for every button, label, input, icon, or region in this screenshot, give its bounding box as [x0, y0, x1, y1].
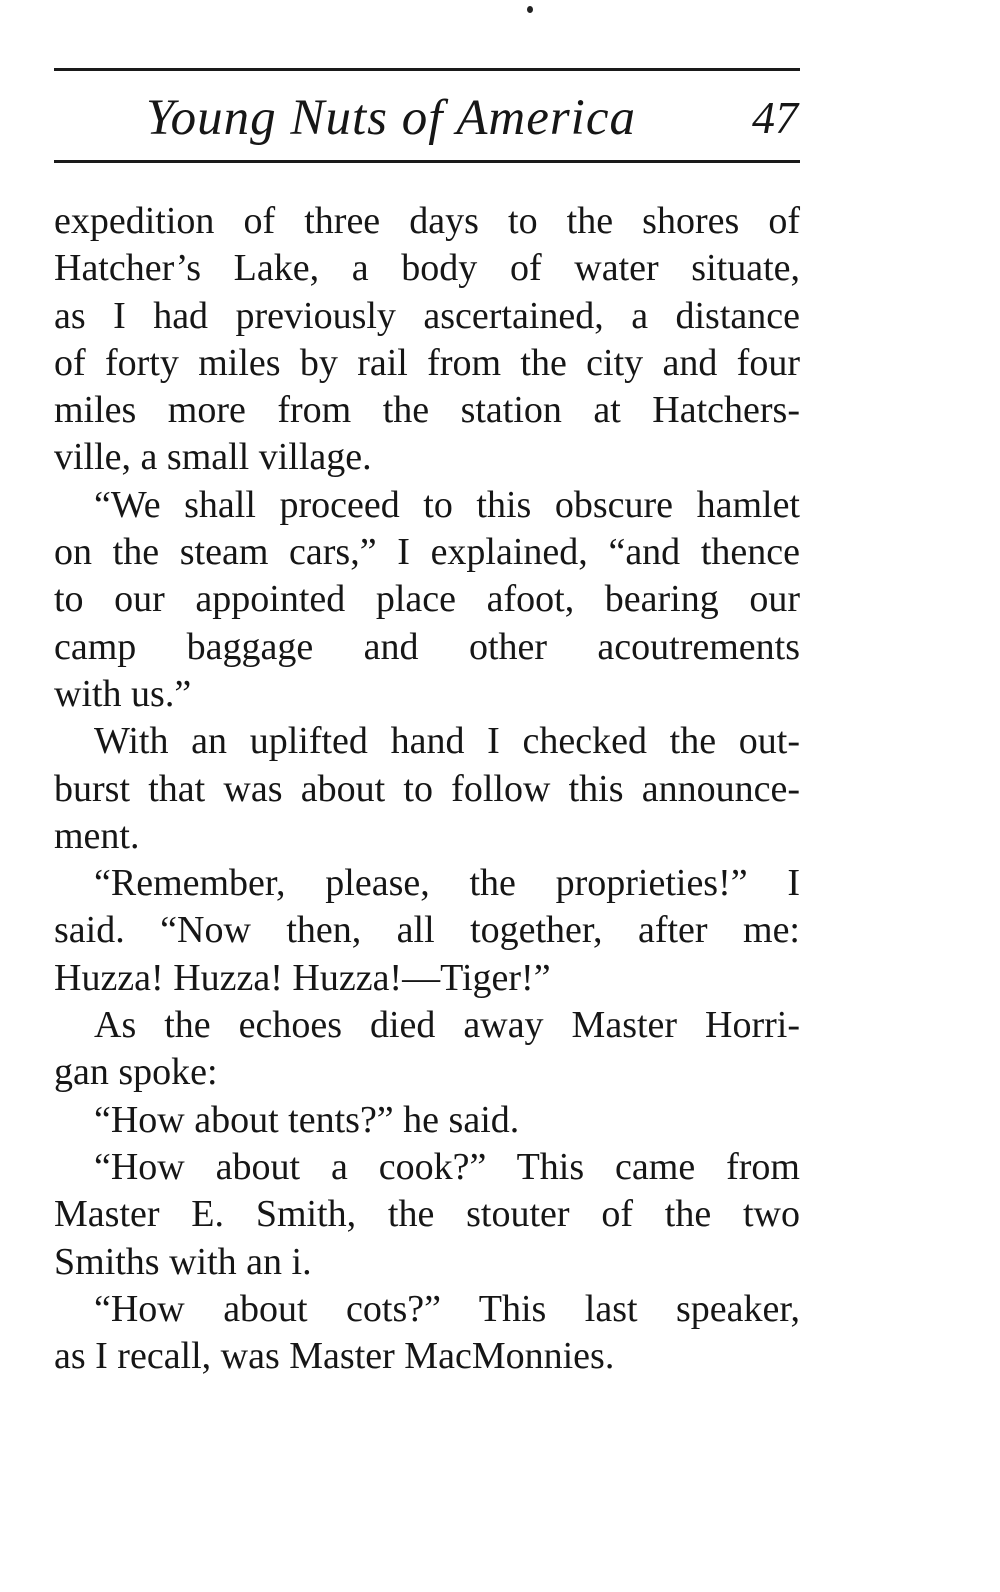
- text-line: expedition of three days to the shores of: [54, 200, 800, 242]
- text-line: Huzza! Huzza! Huzza!—Tiger!”: [54, 956, 551, 999]
- text-line: to our appointed place afoot, bearing our: [54, 578, 800, 621]
- page-number: 47: [752, 92, 798, 143]
- text-line: said. “Now then, all together, after me:: [54, 909, 800, 952]
- text-line: ville, a small village.: [54, 436, 372, 479]
- text-line: as I had previously ascertained, a distance: [54, 294, 800, 337]
- header-bottom-rule: [54, 160, 800, 163]
- text-line: “We shall proceed to this obscure hamlet: [94, 483, 800, 526]
- text-line: of forty miles by rail from the city and four: [54, 341, 800, 384]
- text-line: “How about tents?” he said.: [94, 1098, 520, 1141]
- text-line: ment.: [54, 814, 140, 857]
- text-line: Smiths with an i.: [54, 1240, 312, 1283]
- text-line: With an uplifted hand I checked the out-: [94, 720, 800, 763]
- page-header: [54, 86, 800, 150]
- text-line: with us.”: [54, 672, 192, 715]
- text-line: As the echoes died away Master Horri-: [94, 1004, 800, 1047]
- text-line: as I recall, was Master MacMonnies.: [54, 1335, 615, 1378]
- running-title: Young Nuts of America: [146, 90, 636, 146]
- text-line: Hatcher’s Lake, a body of water situate,: [54, 247, 800, 290]
- ink-speck: [527, 6, 533, 13]
- text-line: burst that was about to follow this announce-: [54, 767, 800, 810]
- text-line: “How about cots?” This last speaker,: [94, 1287, 800, 1330]
- text-line: “How about a cook?” This came from: [94, 1145, 800, 1188]
- text-line: gan spoke:: [54, 1051, 218, 1094]
- text-line: on the steam cars,” I explained, “and thence: [54, 531, 800, 574]
- text-line: miles more from the station at Hatchers-: [54, 389, 800, 432]
- body-text: [54, 198, 800, 1380]
- text-line: Master E. Smith, the stouter of the two: [54, 1193, 800, 1236]
- text-line: “Remember, please, the proprieties!” I: [94, 862, 800, 905]
- text-line: camp baggage and other acoutrements: [54, 625, 800, 668]
- header-top-rule: [54, 68, 800, 71]
